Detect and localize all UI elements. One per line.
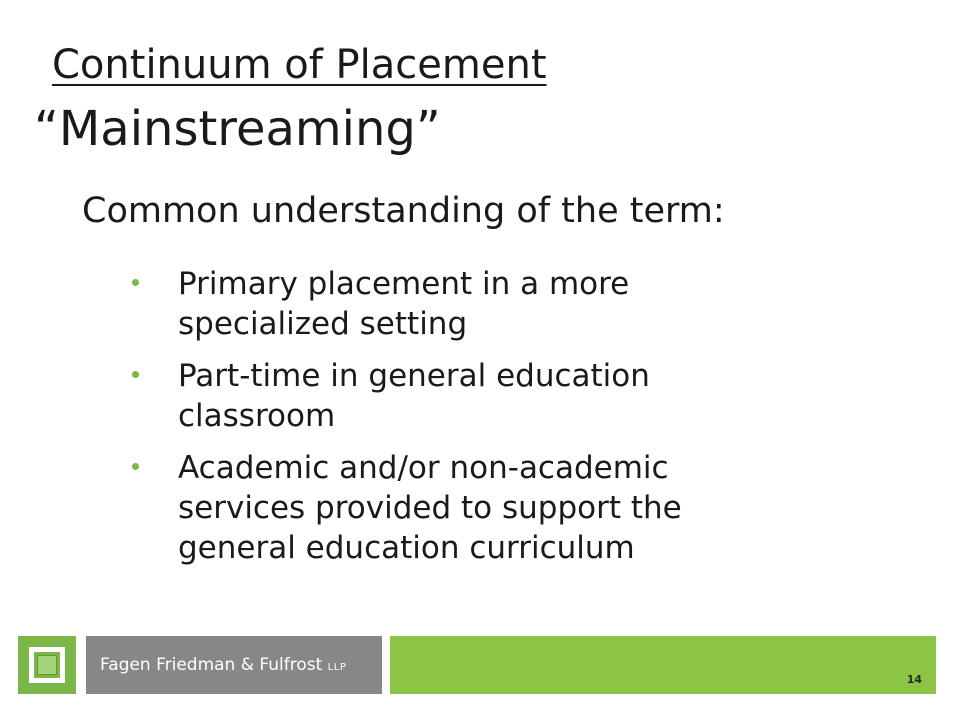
- bullet-item: [128, 356, 768, 436]
- slide-footer: [0, 636, 960, 694]
- slide-title: Continuum of Placement: [52, 42, 547, 88]
- bullet-dot-icon: [132, 371, 139, 378]
- logo-square-center: [37, 655, 57, 675]
- bullet-item: [128, 264, 768, 344]
- firm-name: [100, 655, 346, 675]
- bullet-item: [128, 448, 768, 568]
- firm-suffix: LLP: [327, 662, 347, 673]
- bullet-text: Academic and/or non-academic services provided to support the general education curriculum: [178, 450, 682, 566]
- slide-subtitle: “Mainstreaming”: [34, 101, 441, 157]
- firm-name-text: Fagen Friedman & Fulfrost: [100, 655, 323, 675]
- bullet-list: [128, 264, 768, 580]
- bullet-text: Primary placement in a more specialized setting: [178, 266, 630, 342]
- bullet-dot-icon: [132, 279, 139, 286]
- page-number: 14: [906, 673, 922, 686]
- intro-text: Common understanding of the term:: [82, 191, 725, 231]
- bullet-text: Part-time in general education classroom: [178, 358, 650, 434]
- firm-name-band: [86, 636, 382, 694]
- footer-accent-band: [390, 636, 936, 694]
- firm-logo-icon: [18, 636, 76, 694]
- bullet-dot-icon: [132, 463, 139, 470]
